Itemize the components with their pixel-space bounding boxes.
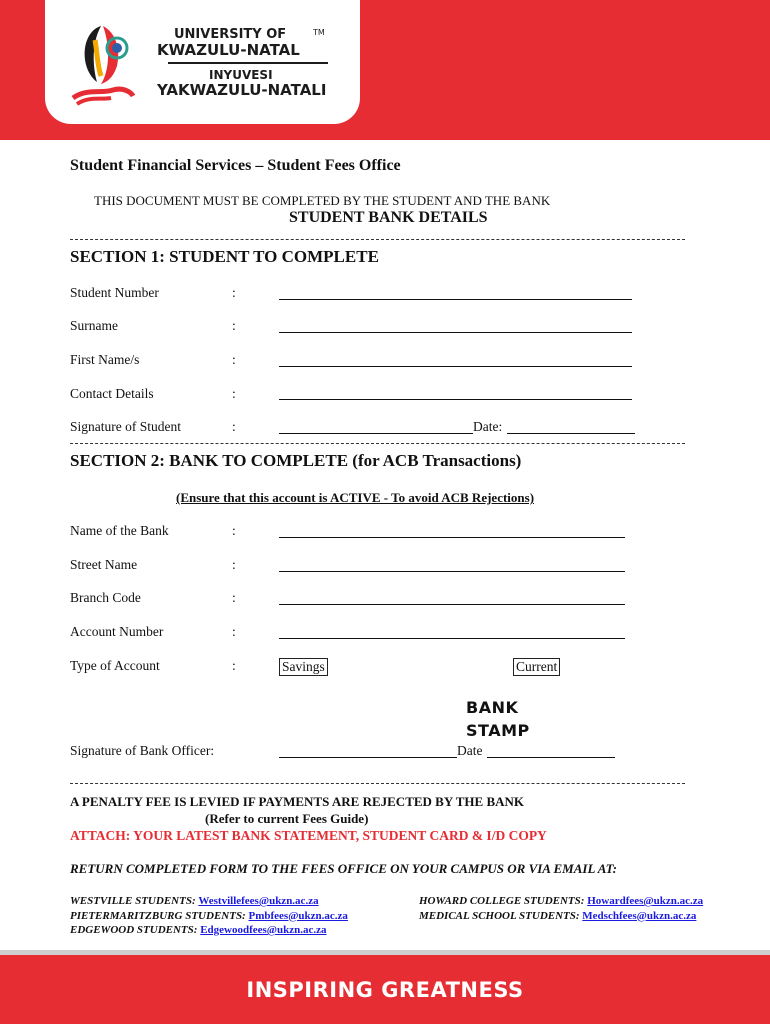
student-signature-label: Signature of Student xyxy=(70,419,181,434)
bank-officer-signature-label: Signature of Bank Officer: xyxy=(70,743,215,758)
penalty-notice: A PENALTY FEE IS LEVIED IF PAYMENTS ARE REJECTED BY THE BANK xyxy=(70,794,525,809)
slogan: INSPIRING GREATNESS xyxy=(246,978,524,1002)
document-title: STUDENT BANK DETAILS xyxy=(289,209,488,226)
current-option[interactable]: Current xyxy=(513,658,560,676)
colon: : xyxy=(232,658,236,673)
bank-officer-signature-field[interactable] xyxy=(279,757,457,758)
account-number-label: Account Number xyxy=(70,624,164,639)
student-number-field[interactable] xyxy=(279,299,632,300)
colon: : xyxy=(232,557,236,572)
westville-email-link[interactable]: Westvillefees@ukzn.ac.za xyxy=(198,895,319,907)
return-instructions: RETURN COMPLETED FORM TO THE FEES OFFICE ON YOUR CAMPUS OR VIA EMAIL AT: xyxy=(70,861,617,876)
campus-contact: EDGEWOOD STUDENTS: Edgewoodfees@ukzn.ac.za xyxy=(70,924,327,936)
surname-label: Surname xyxy=(70,318,118,333)
logo-line2: KWAZULU-NATAL xyxy=(157,41,300,59)
trademark-mark: TM xyxy=(313,28,325,37)
account-number-field[interactable] xyxy=(279,638,625,639)
fees-guide-reference: (Refer to current Fees Guide) xyxy=(205,811,369,826)
savings-option[interactable]: Savings xyxy=(279,658,328,676)
campus-contacts-left xyxy=(70,894,348,938)
divider xyxy=(70,443,685,444)
surname-field[interactable] xyxy=(279,332,632,333)
student-date-field[interactable] xyxy=(507,433,635,434)
colon: : xyxy=(232,624,236,639)
bank-date-field[interactable] xyxy=(487,757,615,758)
active-account-note: (Ensure that this account is ACTIVE - To avoid ACB Rejections) xyxy=(176,490,535,505)
campus-contact: HOWARD COLLEGE STUDENTS: Howardfees@ukzn.ac.za xyxy=(419,895,704,907)
colon: : xyxy=(232,590,236,605)
student-date-label: Date: xyxy=(473,419,503,434)
logo-card xyxy=(45,0,360,124)
logo-line3: INYUVESI xyxy=(209,68,273,82)
colon: : xyxy=(232,318,236,333)
department-heading: Student Financial Services – Student Fees Office xyxy=(70,157,401,174)
completion-notice: THIS DOCUMENT MUST BE COMPLETED BY THE STUDENT AND THE BANK xyxy=(94,193,551,208)
campus-contact: WESTVILLE STUDENTS: Westvillefees@ukzn.ac.za xyxy=(70,895,319,907)
bank-stamp-label: BANK xyxy=(466,698,519,717)
first-names-field[interactable] xyxy=(279,366,632,367)
pmb-email-link[interactable]: Pmbfees@ukzn.ac.za xyxy=(248,909,348,922)
section2-heading: SECTION 2: BANK TO COMPLETE (for ACB Transactions) xyxy=(70,451,522,470)
ukzn-shield-logo-icon xyxy=(67,18,137,108)
medical-email-link[interactable]: Medschfees@ukzn.ac.za xyxy=(582,909,697,922)
bank-name-field[interactable] xyxy=(279,537,625,538)
howard-email-link[interactable]: Howardfees@ukzn.ac.za xyxy=(587,895,704,907)
bank-stamp-label-2: STAMP xyxy=(466,721,530,740)
colon: : xyxy=(232,419,236,434)
contact-details-field[interactable] xyxy=(279,399,632,400)
attachment-notice: ATTACH: YOUR LATEST BANK STATEMENT, STUDENT CARD & I/D COPY xyxy=(70,828,547,843)
campus-contacts-right xyxy=(419,894,703,923)
branch-code-field[interactable] xyxy=(279,604,625,605)
colon: : xyxy=(232,285,236,300)
divider xyxy=(70,239,685,240)
first-names-label: First Name/s xyxy=(70,352,140,367)
street-name-field[interactable] xyxy=(279,571,625,572)
colon: : xyxy=(232,352,236,367)
colon: : xyxy=(232,523,236,538)
student-signature-field[interactable] xyxy=(279,433,473,434)
logo-divider xyxy=(168,62,328,64)
contact-details-label: Contact Details xyxy=(70,386,154,401)
campus-contact: PIETERMARITZBURG STUDENTS: Pmbfees@ukzn.ac.za xyxy=(70,909,348,922)
bank-name-label: Name of the Bank xyxy=(70,523,169,538)
divider xyxy=(70,783,685,784)
street-name-label: Street Name xyxy=(70,557,138,572)
colon: : xyxy=(232,386,236,401)
account-type-label: Type of Account xyxy=(70,658,160,673)
logo-line4: YAKWAZULU-NATALI xyxy=(157,81,327,99)
section1-heading: SECTION 1: STUDENT TO COMPLETE xyxy=(70,247,379,266)
branch-code-label: Branch Code xyxy=(70,590,141,605)
logo-line1: UNIVERSITY OF xyxy=(174,27,287,42)
edgewood-email-link[interactable]: Edgewoodfees@ukzn.ac.za xyxy=(200,924,327,936)
bank-date-label: Date xyxy=(457,743,483,758)
campus-contact: MEDICAL SCHOOL STUDENTS: Medschfees@ukzn.ac.za xyxy=(419,909,697,922)
student-number-label: Student Number xyxy=(70,285,159,300)
